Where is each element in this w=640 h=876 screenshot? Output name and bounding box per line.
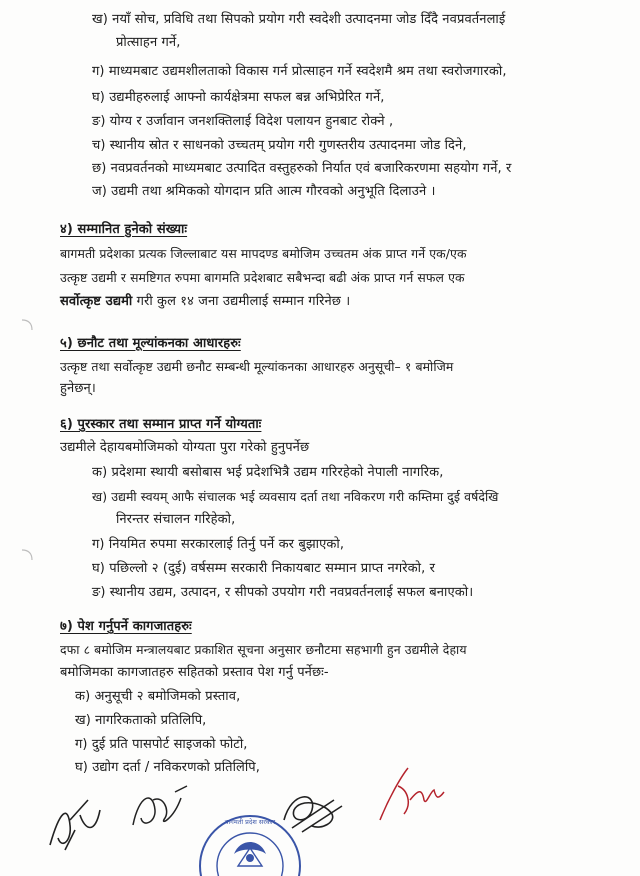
list-marker: छ) bbox=[92, 161, 107, 176]
document-item-gha bbox=[75, 758, 260, 778]
section-5-line-2: हुनेछन्। bbox=[60, 381, 96, 396]
section-7-heading: ७) पेश गर्नुपर्ने कागजातहरुः bbox=[60, 619, 192, 634]
list-text: उद्यमी स्वयम् आफै संचालक भई व्यवसाय दर्ता तथा नविकरण गरी कम्तिमा दुई वर्षदेखि bbox=[111, 489, 499, 504]
list-marker: ग) bbox=[92, 537, 105, 552]
list-text: उद्यमीहरुलाई आफ्नो कार्यक्षेत्रमा सफल बन्न अभिप्रेरित गर्ने, bbox=[109, 90, 385, 105]
list-marker: घ) bbox=[92, 90, 105, 105]
section-4-heading: ४) सम्मानित हुनेको संख्याः bbox=[60, 222, 188, 237]
list-marker: ङ) bbox=[92, 585, 106, 600]
list-text: प्रदेशमा स्थायी बसोबास भई प्रदेशभित्रै उद्यम गरिरहेको नेपाली नागरिक, bbox=[111, 465, 444, 480]
list-marker: घ) bbox=[75, 760, 88, 775]
best-entrepreneur-term: सर्वोत्कृष्ट उद्यमी bbox=[60, 294, 133, 309]
section-4-line-3-rest: गरी कुल १४ जना उद्यमीलाई सम्मान गरिनेछ । bbox=[132, 294, 351, 309]
list-text-continuation: निरन्तर संचालन गरिहेको, bbox=[116, 512, 236, 527]
document-item-ka bbox=[75, 687, 240, 707]
list-text: नियमित रुपमा सरकारलाई तिर्नु पर्ने कर बुझाएको, bbox=[108, 537, 345, 552]
list-text: स्थानीय स्रोत र साधनको उच्चतम् प्रयोग गरी गुणस्तरीय उत्पादनमा जोड दिने, bbox=[109, 138, 467, 153]
section-6-heading: ६) पुरस्कार तथा सम्मान प्राप्त गर्ने योग्यताः bbox=[60, 417, 262, 432]
list-text: दुई प्रति पासपोर्ट साइजको फोटो, bbox=[91, 737, 248, 752]
top-list-item-gha bbox=[92, 88, 385, 108]
section-5-heading: ५) छनौट तथा मूल्यांकनका आधारहरुः bbox=[60, 336, 241, 351]
list-marker: ख) bbox=[75, 713, 91, 728]
punch-hole-mark bbox=[18, 318, 38, 338]
document-item-kha bbox=[75, 711, 206, 731]
top-list-item-nga bbox=[92, 112, 393, 132]
punch-hole-mark bbox=[18, 548, 38, 568]
section-7-line-1: दफा ८ बमोजिम मन्त्रालयबाट प्रकाशित सूचना अनुसार छनौटमा सहभागी हुन उद्यमीले देहाय bbox=[60, 642, 467, 657]
signature-1 bbox=[40, 790, 110, 860]
list-marker: ख) bbox=[92, 12, 108, 27]
eligibility-item-nga bbox=[92, 583, 473, 603]
list-marker: घ) bbox=[92, 561, 105, 576]
list-marker: ज) bbox=[92, 184, 107, 199]
section-4-line-2: उत्कृष्ट उद्यमी र समष्टिगत रुपमा बागमति प्रदेशबाट सबैभन्दा बढी अंक प्राप्त गर्न सफल एक bbox=[60, 270, 465, 285]
eligibility-item-kha bbox=[92, 487, 498, 507]
list-marker: क) bbox=[75, 689, 91, 704]
top-list-item-ga bbox=[92, 62, 507, 82]
section-5-line-1: उत्कृष्ट तथा सर्वोत्कृष्ट उद्यमी छनौट सम्बन्धी मूल्यांकनका आधारहरु अनुसूची– १ बमोजिम bbox=[60, 359, 454, 374]
list-marker: ङ) bbox=[92, 114, 106, 129]
section-6-intro: उद्यमीले देहायबमोजिमको योग्यता पुरा गरेको हुनुपर्नेछ bbox=[60, 440, 310, 455]
section-4-line-1: बागमती प्रदेशका प्रत्यक जिल्लाबाट यस मापदण्ड बमोजिम उच्चतम अंक प्राप्त गर्ने एक/एक bbox=[60, 246, 467, 261]
list-text: अनुसूची २ बमोजिमको प्रस्ताव, bbox=[94, 689, 241, 704]
list-text: उद्यमी तथा श्रमिकको योगदान प्रति आत्म गौरवको अनुभूति दिलाउने । bbox=[111, 184, 436, 199]
eligibility-item-gha bbox=[92, 559, 435, 579]
top-list-item-cha bbox=[92, 136, 467, 156]
eligibility-item-ka bbox=[92, 463, 443, 483]
section-7-line-2: बमोजिमका कागजातहरु सहितको प्रस्ताव पेश गर्नु पर्नेछः- bbox=[60, 665, 329, 680]
list-text: नयाँ सोच, प्रविधि तथा सिपको प्रयोग गरी स्वदेशी उत्पादनमा जोड दिँदै नवप्रवर्तनलाई bbox=[112, 12, 506, 27]
top-list-item-kha-cont bbox=[116, 33, 180, 53]
list-text: योग्य र उर्जावान जनशक्तिलाई विदेश पलायन हुनबाट रोक्ने , bbox=[109, 114, 394, 129]
signature-red bbox=[370, 760, 450, 830]
list-text: नागरिकताको प्रतिलिपि, bbox=[95, 713, 207, 728]
signature-2 bbox=[125, 780, 195, 840]
list-marker: ख) bbox=[92, 489, 108, 504]
government-seal bbox=[190, 808, 310, 876]
seal-text: बागमती प्रदेश सरकार bbox=[224, 818, 276, 826]
list-text: स्थानीय उद्यम, उत्पादन, र सीपको उपयोग गरी नवप्रवर्तनलाई सफल बनाएको। bbox=[109, 585, 474, 600]
list-marker: ग) bbox=[75, 737, 88, 752]
top-list-item-ja bbox=[92, 182, 436, 202]
list-marker: ग) bbox=[92, 64, 105, 79]
list-text: माध्यमबाट उद्यमशीलताको विकास गर्न प्रोत्साहन गर्ने स्वदेशमै श्रम तथा स्वरोजगारको, bbox=[108, 64, 507, 79]
list-marker: च) bbox=[92, 138, 106, 153]
eligibility-item-ga bbox=[92, 535, 344, 555]
top-list-item-kha bbox=[92, 10, 505, 30]
section-4-line-3 bbox=[60, 292, 350, 312]
list-text: नवप्रवर्तनको माध्यमबाट उत्पादित वस्तुहरुको निर्यात एवं बजारिकरणमा सहयोग गर्ने, र bbox=[110, 161, 512, 176]
list-marker: क) bbox=[92, 465, 108, 480]
eligibility-item-kha-cont bbox=[116, 510, 235, 530]
list-text: पछिल्लो २ (दुई) वर्षसम्म सरकारी निकायबाट सम्मान प्राप्त नगरेको, र bbox=[109, 561, 435, 576]
top-list-item-chha bbox=[92, 159, 511, 179]
list-text-continuation: प्रोत्साहन गर्ने, bbox=[116, 35, 181, 50]
document-item-ga bbox=[75, 735, 248, 755]
list-text: उद्योग दर्ता / नविकरणको प्रतिलिपि, bbox=[92, 760, 260, 775]
